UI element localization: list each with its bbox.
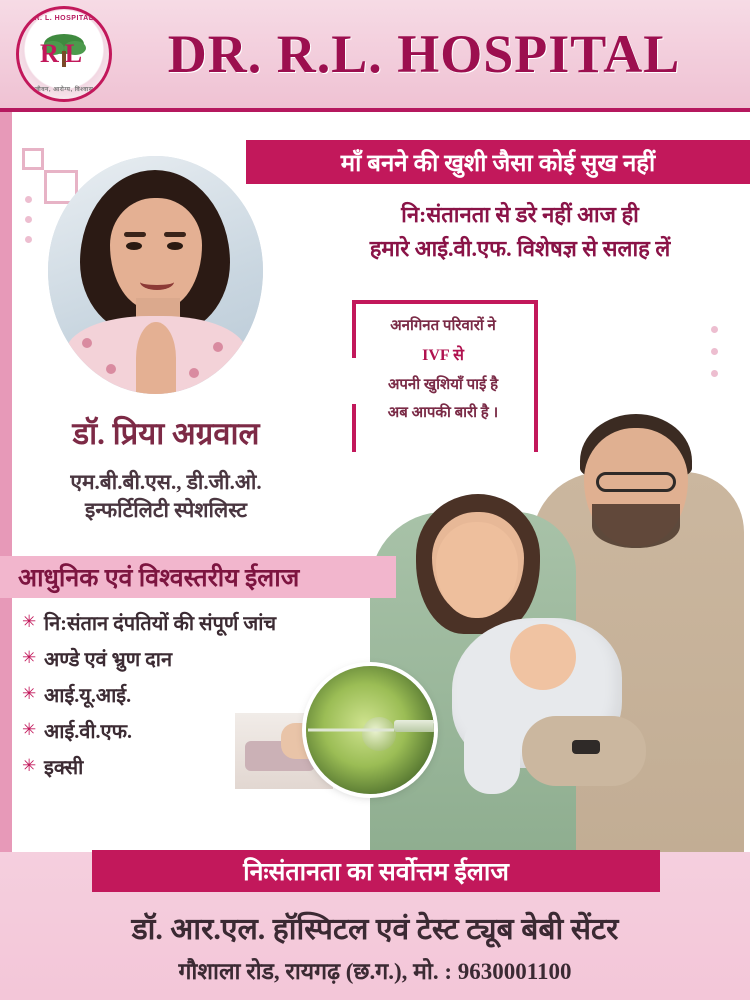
glasses-icon: [596, 472, 676, 492]
footer-banner: [92, 850, 660, 892]
doctor-qualifications: [16, 468, 316, 525]
decor-dot-5: [711, 348, 718, 355]
decor-dot-1: [25, 196, 32, 203]
hospital-address: गौशाला रोड, रायगढ़ (छ.ग.), मो. : 9630001100: [178, 959, 572, 984]
service-label: नि:संतान दंपतियों की संपूर्ण जांच: [44, 613, 277, 635]
subslogan: [300, 198, 740, 266]
service-label: आई.वी.एफ.: [44, 721, 133, 743]
subslogan-line-1: नि:संतानता से डरे नहीं आज ही: [401, 202, 639, 227]
decor-dot-4: [711, 326, 718, 333]
doctor-dress: [66, 316, 246, 394]
logo-ring-bottom-text: जीवन, आरोग्य, विश्वास: [34, 87, 94, 93]
wristwatch-icon: [572, 740, 600, 754]
footer-banner-text: निःसंतानता का सर्वोत्तम ईलाज: [243, 859, 509, 886]
list-item: [22, 648, 382, 672]
quote-line-1: अनगिनत परिवारों ने: [390, 318, 496, 334]
list-item: [22, 612, 382, 636]
service-label: इक्सी: [44, 757, 84, 779]
slogan-text: माँ बनने की खुशी जैसा कोई सुख नहीं: [340, 150, 656, 177]
father-beard: [592, 504, 680, 548]
page-title: DR. R.L. HOSPITAL: [167, 24, 681, 84]
asterisk-icon: ✳: [22, 648, 37, 667]
baby-head: [510, 624, 576, 690]
quote-line-4: अब आपकी बारी है ।: [387, 405, 499, 422]
decor-dot-3: [25, 236, 32, 243]
asterisk-icon: ✳: [22, 756, 37, 775]
service-label: अण्डे एवं भ्रुण दान: [44, 649, 173, 671]
left-pink-band: [0, 112, 12, 852]
asterisk-icon: ✳: [22, 720, 37, 739]
logo-initials: RL: [39, 39, 89, 68]
slogan-banner: [246, 140, 750, 184]
service-label: आई.यू.आई.: [44, 685, 132, 707]
hospital-logo: [16, 6, 112, 102]
header: [0, 0, 750, 112]
doctor-photo: [48, 156, 263, 394]
baby-arm: [464, 716, 520, 794]
decor-dot-6: [711, 370, 718, 377]
quote-line-3: अपनी खुशियाँ पाई है: [387, 376, 499, 393]
decor-dot-2: [25, 216, 32, 223]
logo-ring-top-text: R. L. HOSPITAL: [34, 15, 94, 22]
services-heading-bar: [0, 556, 396, 598]
quote-line-2: IVF से: [422, 346, 464, 364]
ivf-quote-box: [352, 300, 538, 452]
doctor-qualification-line-1: एम.बी.बी.एस., डी.जी.ओ.: [70, 470, 262, 494]
embryo-icsi-illustration: [306, 666, 434, 794]
decor-square-1: [22, 148, 44, 170]
services-heading: आधुनिक एवं विश्वस्तरीय ईलाज: [18, 565, 300, 592]
doctor-name: डॉ. प्रिया अग्रवाल: [72, 416, 260, 451]
doctor-qualification-line-2: इन्फर्टिलिटी स्पेशलिस्ट: [85, 498, 247, 523]
doctor-smile: [140, 274, 174, 290]
subslogan-line-2: हमारे आई.वी.एफ. विशेषज्ञ से सलाह लें: [369, 236, 671, 262]
hospital-name: डॉ. आर.एल. हॉस्पिटल एवं टेस्ट ट्यूब बेबी सेंटर: [131, 913, 619, 946]
asterisk-icon: ✳: [22, 612, 37, 631]
asterisk-icon: ✳: [22, 684, 37, 703]
